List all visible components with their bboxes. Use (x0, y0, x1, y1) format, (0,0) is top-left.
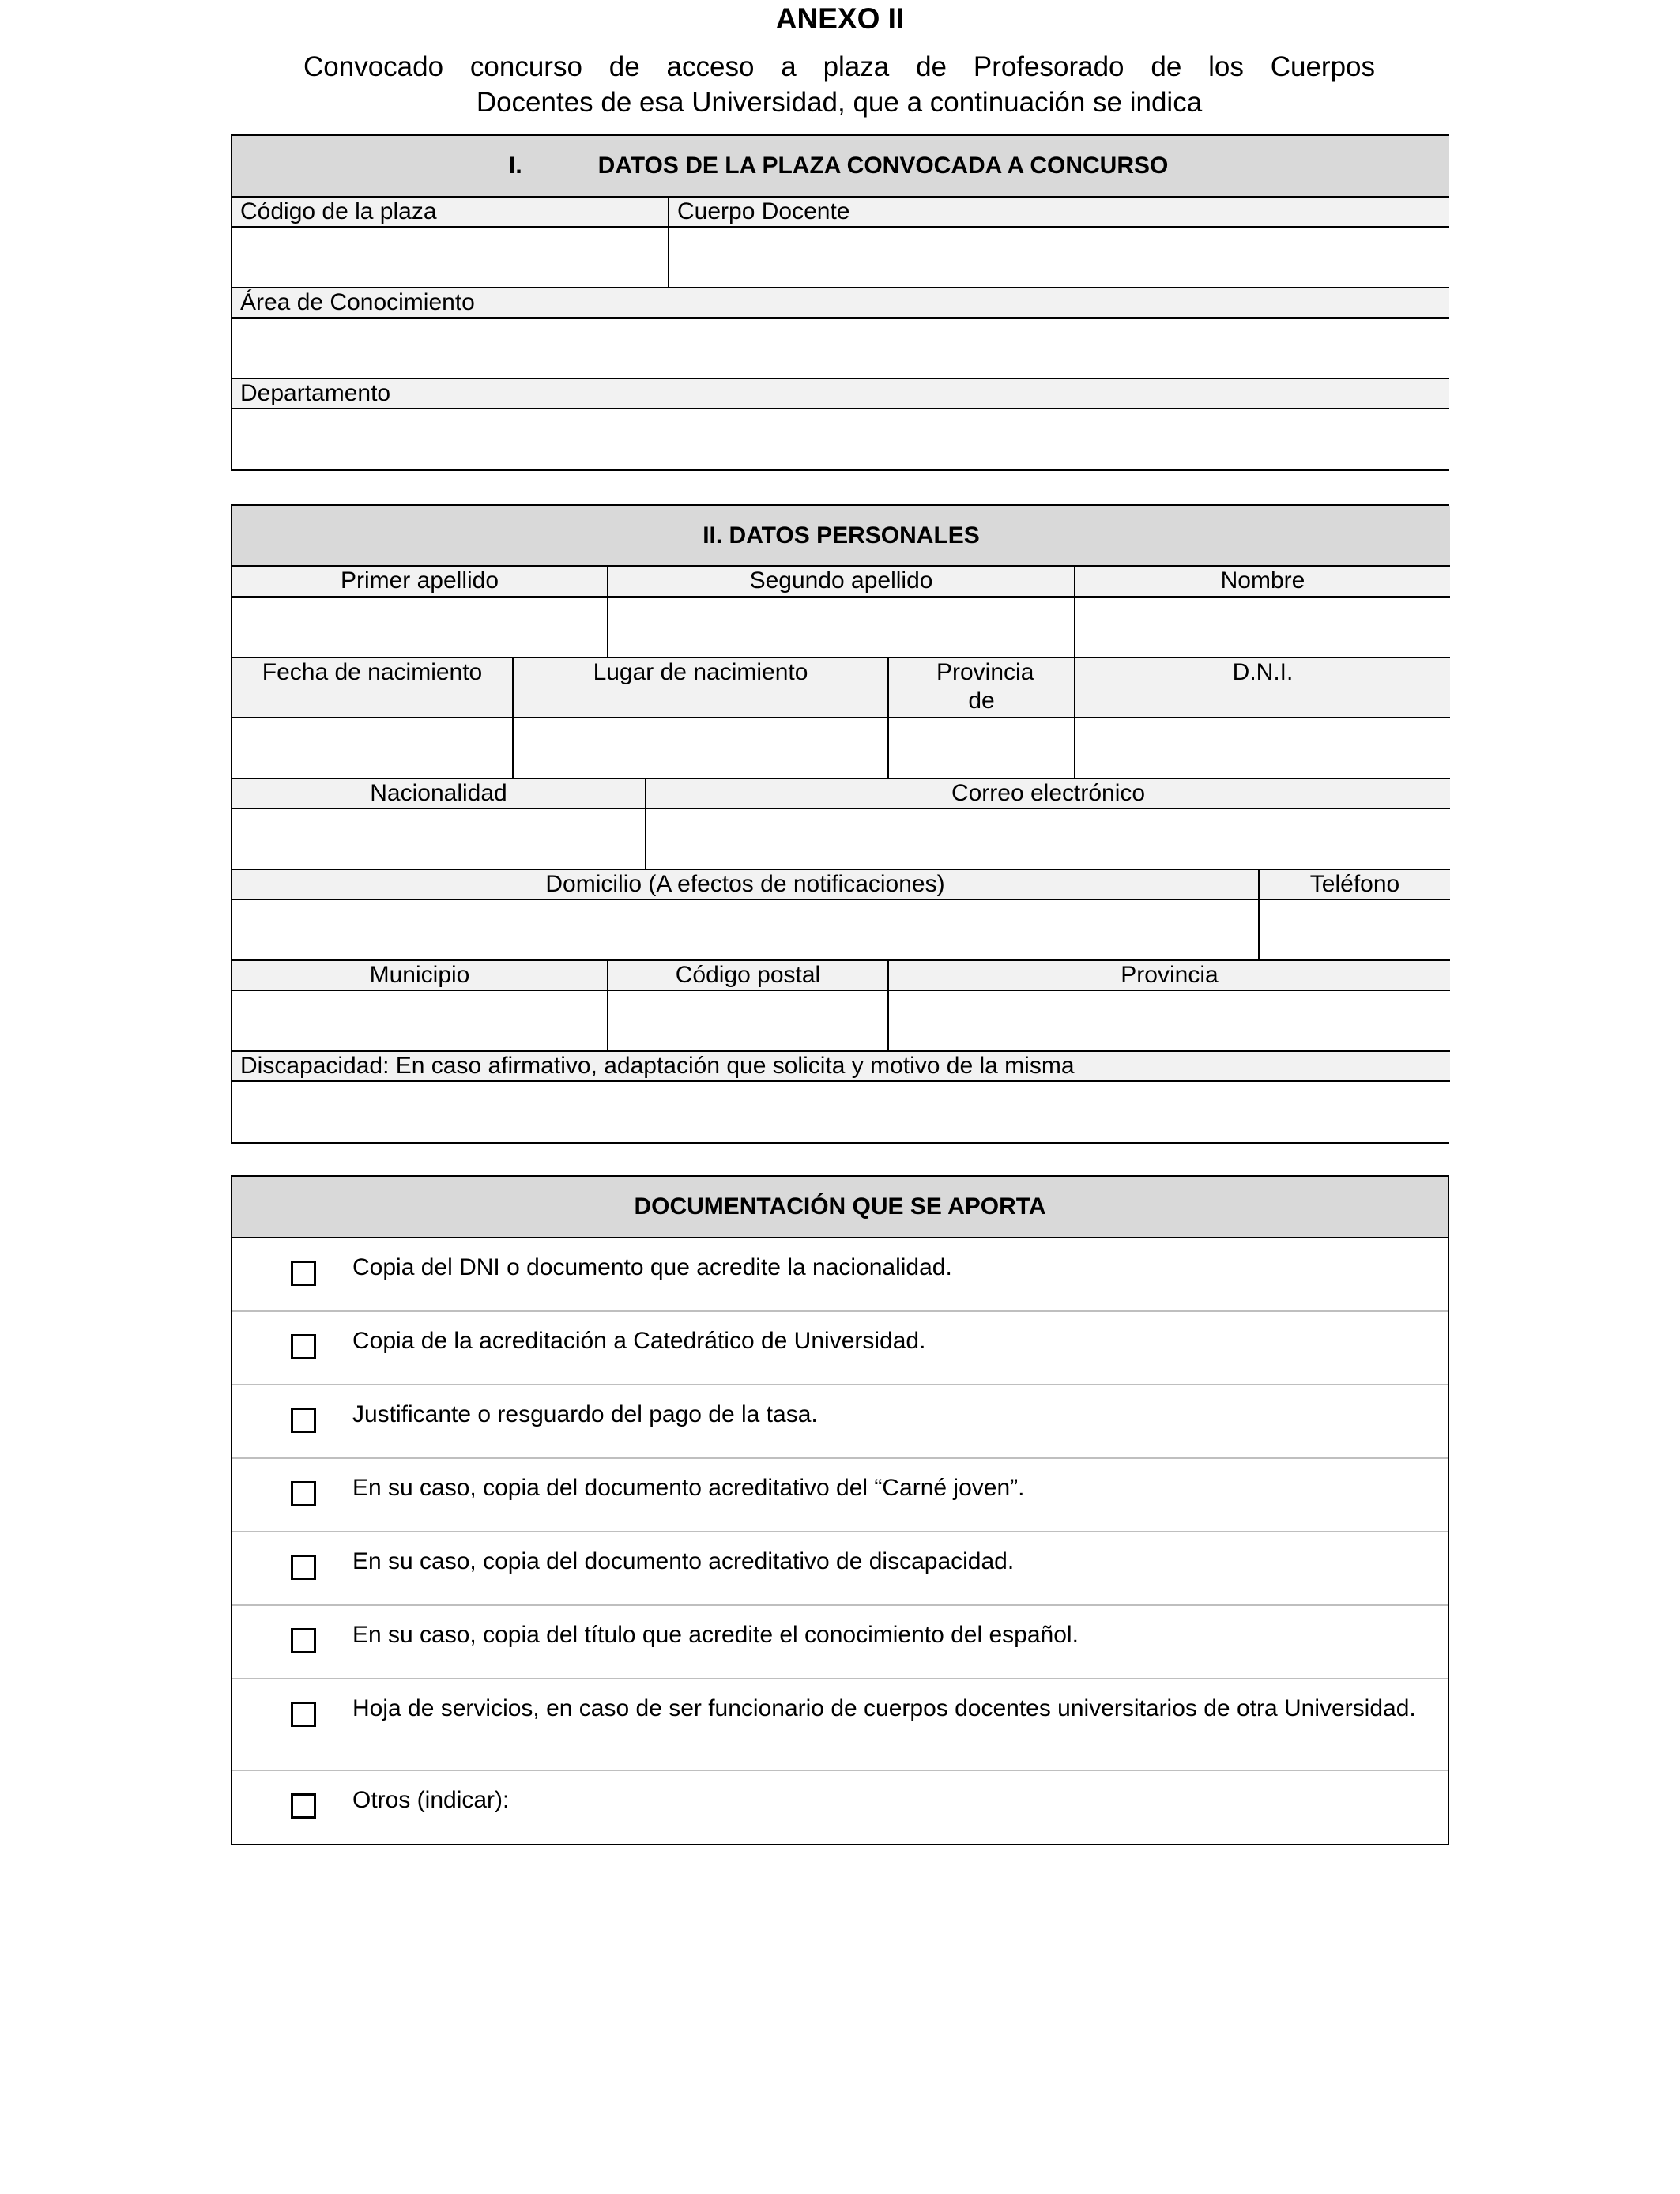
codigo-plaza-field[interactable] (232, 228, 669, 288)
area-conocimiento-label: Área de Conocimiento (232, 288, 1449, 319)
lugar-nacimiento-field[interactable] (514, 718, 889, 779)
document-item-label: Hoja de servicios, en caso de ser funcionario de cuerpos docentes universitarios de otra Universidad. (352, 1695, 1416, 1721)
section-plaza-convocada (231, 134, 1449, 471)
provincia-nacimiento-field[interactable] (889, 718, 1075, 779)
primer-apellido-field[interactable] (232, 598, 608, 658)
checkbox[interactable] (291, 1408, 316, 1433)
codigo-postal-field[interactable] (608, 991, 889, 1052)
nombre-field[interactable] (1075, 598, 1450, 658)
segundo-apellido-label: Segundo apellido (608, 567, 1075, 598)
section-heading (232, 136, 1449, 198)
document-item-label: Copia de la acreditación a Catedrático de Universidad. (352, 1328, 926, 1354)
checkbox[interactable] (291, 1555, 316, 1580)
primer-apellido-label: Primer apellido (232, 567, 608, 598)
nombre-label: Nombre (1075, 567, 1450, 598)
correo-field[interactable] (514, 809, 1450, 870)
checkbox[interactable] (291, 1793, 316, 1819)
discapacidad-label: Discapacidad: En caso afirmativo, adaptación que solicita y motivo de la misma (232, 1052, 1450, 1082)
section-documentacion (231, 1175, 1449, 1845)
fecha-nacimiento-field[interactable] (232, 718, 514, 779)
section-heading-number: I. (509, 153, 522, 179)
document-item-label: En su caso, copia del título que acredite el conocimiento del español. (352, 1622, 1079, 1648)
provincia-label: Provincia (889, 961, 1450, 991)
domicilio-label: Domicilio (A efectos de notificaciones) (232, 870, 1260, 900)
municipio-field[interactable] (232, 991, 608, 1052)
section-heading: II. DATOS PERSONALES (232, 506, 1450, 567)
page-subtitle (303, 49, 1375, 120)
domicilio-field[interactable] (232, 900, 1260, 961)
document-item (232, 1312, 1448, 1385)
dni-field[interactable] (1075, 718, 1450, 779)
checkbox[interactable] (291, 1481, 316, 1506)
codigo-postal-label: Código postal (608, 961, 889, 991)
section-datos-personales (231, 504, 1449, 1144)
cuerpo-docente-label: Cuerpo Docente (669, 198, 1449, 228)
telefono-label: Teléfono (1075, 870, 1450, 900)
subtitle-line-2: Docentes de esa Universidad, que a continuación se indica (476, 87, 1203, 118)
checkbox[interactable] (291, 1702, 316, 1727)
document-item (232, 1238, 1448, 1312)
nacionalidad-field[interactable] (232, 809, 646, 870)
provincia-field[interactable] (889, 991, 1450, 1052)
departamento-label: Departamento (232, 379, 1449, 409)
lugar-nacimiento-label: Lugar de nacimiento (514, 658, 889, 718)
checkbox[interactable] (291, 1334, 316, 1359)
provincia-nacimiento-label: Provincia de (889, 658, 1075, 718)
document-item (232, 1771, 1448, 1844)
document-item (232, 1606, 1448, 1679)
document-item (232, 1532, 1448, 1606)
dni-label: D.N.I. (1075, 658, 1450, 718)
document-item (232, 1459, 1448, 1532)
checkbox[interactable] (291, 1628, 316, 1653)
document-item (232, 1385, 1448, 1459)
document-item-label: En su caso, copia del documento acreditativo del “Carné joven”. (352, 1475, 1025, 1501)
nacionalidad-label: Nacionalidad (232, 779, 646, 809)
document-item-label: Otros (indicar): (352, 1787, 510, 1813)
document-item-label: Justificante o resguardo del pago de la tasa. (352, 1401, 818, 1427)
section-heading: DOCUMENTACIÓN QUE SE APORTA (232, 1177, 1448, 1238)
codigo-plaza-label: Código de la plaza (232, 198, 669, 228)
subtitle-line-1: Convocado concurso de acceso a plaza de Profesorado de los Cuerpos (303, 51, 1375, 82)
document-item-label: Copia del DNI o documento que acredite la nacionalidad. (352, 1254, 952, 1280)
fecha-nacimiento-label: Fecha de nacimiento (232, 658, 514, 718)
area-conocimiento-field[interactable] (232, 319, 1449, 379)
checkbox[interactable] (291, 1261, 316, 1286)
page-title: ANEXO II (775, 2, 905, 35)
correo-label: Correo electrónico (514, 779, 1450, 809)
cuerpo-docente-field[interactable] (669, 228, 1449, 288)
discapacidad-field[interactable] (232, 1082, 1450, 1142)
departamento-field[interactable] (232, 409, 1449, 469)
municipio-label: Municipio (232, 961, 608, 991)
document-item-label: En su caso, copia del documento acreditativo de discapacidad. (352, 1548, 1015, 1574)
segundo-apellido-field[interactable] (608, 598, 1075, 658)
section-heading-text: DATOS DE LA PLAZA CONVOCADA A CONCURSO (597, 153, 1169, 179)
document-item (232, 1679, 1448, 1771)
